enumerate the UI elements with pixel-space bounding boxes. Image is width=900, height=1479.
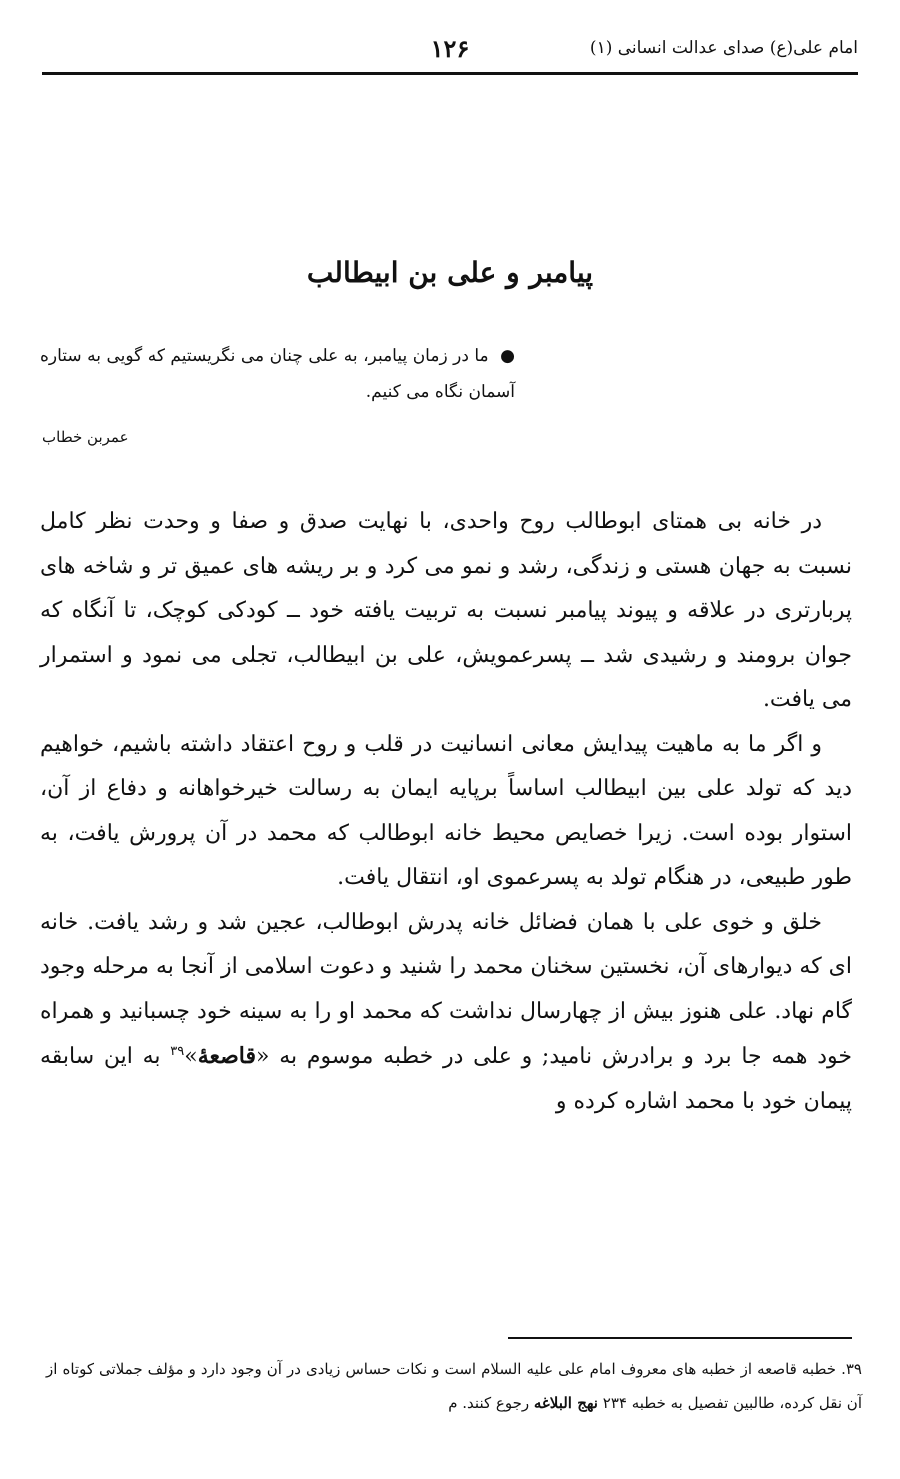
paragraph-2: و اگر ما به ماهیت پیدایش معانی انسانیت در قلب و روح اعتقاد داشته باشیم، خواهیم دید که تولد علی بین ابیطالب اساساً برپایه ایمان به رسالت خیرخواهانه و دفاع از آن، استوار بوده است. زیرا خصایص محیط خانه ابوطالب که محمد در آن پرورش یافت، به طور طبیعی، در هنگام تولد به پسرعموی او، انتقال یافت. — [40, 731, 852, 890]
footnote — [46, 1352, 862, 1420]
epigraph-source: عمربن خطاب — [42, 428, 129, 446]
quote-close: » — [184, 1044, 198, 1069]
book-title: امام علی(ع) صدای عدالت انسانی (۱) — [589, 38, 858, 58]
footnote-number: ۳۹. — [841, 1360, 862, 1378]
header-rule — [42, 72, 858, 75]
epigraph-text: ما در زمان پیامبر، به علی چنان می نگریستیم که گویی به ستاره آسمان نگاه می کنیم. — [40, 346, 515, 402]
page-number: ۱۲۶ — [430, 34, 470, 63]
footnote-text: خطبه قاصعه از خطبه های معروف امام علی علیه السلام است و نکات حساس زیادی در آن وجود دارد و مؤلف جملاتی کوتاه از آن نقل کرده، طالبین تفصیل به خطبه ۲۳۴ — [46, 1360, 862, 1412]
bullet-icon: ● — [500, 346, 515, 366]
chapter-title: پیامبر و علی بن ابیطالب — [306, 256, 594, 289]
body-text — [40, 500, 852, 1124]
paragraph-3 — [40, 901, 852, 1125]
sermon-name: قاصعهٔ — [197, 1043, 257, 1069]
paragraph-3-end: به این سابقه پیمان خود با محمد اشاره کرده و — [40, 1044, 852, 1114]
footnote-book-title: نهج البلاغه — [533, 1394, 598, 1412]
paragraph-3-text: خلق و خوی علی با همان فضائل خانه پدرش ابوطالب، عجین شد و رشد یافت. خانه ای که دیوارهای آن، نخستین سخنان محمد را شنید و دعوت اسلامی از آنجا به مرحله وجود گام نهاد. علی هنوز بیش از چهارسال نداشت که محمد او را به سینه خود چسبانید و همراه خود همه جا برد و برادرش نامید; و علی در خطبه موسوم به « — [40, 909, 852, 1069]
footnote-reference: ۳۹ — [170, 1044, 185, 1059]
epigraph — [40, 338, 515, 410]
paragraph-1: در خانه بی همتای ابوطالب روح واحدی، با نهایت صدق و صفا و وحدت نظر کامل نسبت به جهان هستی و زندگی، رشد و نمو می کرد و بر ریشه های عمیق تر و شاخه های پربارتری در علاقه و پیوند پیامبر نسبت به تربیت یافته خود ــ کودکی کوچک، تا آنگاه که جوان برومند و رشیدی شد ــ پسرعمویش، علی بن ابیطالب، تجلی می نمود و استمرار می یافت. — [40, 509, 852, 712]
running-header — [42, 30, 858, 74]
footnote-rule — [508, 1337, 852, 1339]
footnote-text-end: رجوع کنند. م — [448, 1394, 534, 1412]
